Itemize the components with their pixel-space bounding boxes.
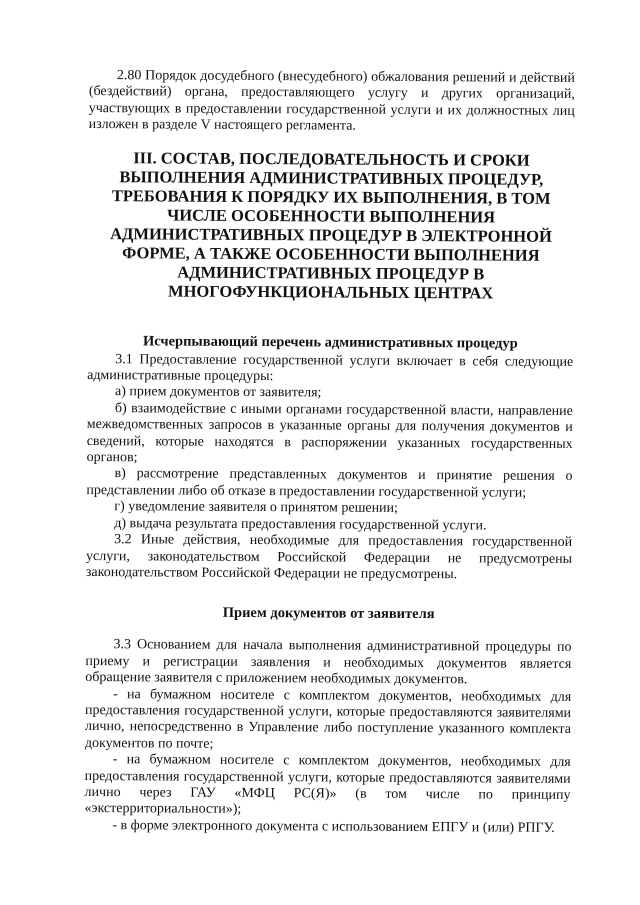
list-item-paper-direct: - на бумажном носителе с комплектом документов, необходимых для предоставления государственной услуги, которые предоставляются заявителями лично, непосредственно в Управление либо поступление указанного комплекта документов по почте;	[84, 686, 572, 752]
list-item-electronic: - в форме электронного документа с использованием ЕПГУ и (или) РПГУ.	[112, 817, 555, 836]
list-item-d: д) выдача результата предоставления государственной услуги.	[114, 515, 487, 534]
list-item-v: в) рассмотрение представленных документов и принятие решения о представлении либо об отказе в предоставлении государственной услуги;	[86, 466, 573, 501]
list-item-a: а) прием документов от заявителя;	[114, 384, 322, 401]
list-item-paper-mfc: - на бумажном носителе с комплектом документов, необходимых для предоставления государственной услуги, которые предоставляются заявителями лично через ГАУ «МФЦ РС(Я)» (в том числе по принципу «экстерриториальности»);	[84, 752, 571, 818]
list-item-g: г) уведомление заявителя о принятом решении;	[114, 499, 399, 517]
subsection-heading-procedures-list: Исчерпывающий перечень административных процедур	[142, 332, 518, 352]
paragraph-2-80: 2.80 Порядок досудебного (внесудебного) обжалования решений и действий (бездействий) органа, предоставляющего услугу и других организаций, участвующих в предоставлении государственной услуги и их должностных лиц изложен в разделе V настоящего регламента.	[88, 68, 575, 134]
paragraph-3-2: 3.2 Иные действия, необходимые для предоставления государственной услуги, законодательством Российской Федерации не предусмотрены законодательством Российской Федерации не предусмотрены.	[85, 532, 573, 583]
section-title: III. СОСТАВ, ПОСЛЕДОВАТЕЛЬНОСТЬ И СРОКИ ВЫПОЛНЕНИЯ АДМИНИСТРАТИВНЫХ ПРОЦЕДУР, ТРЕБОВАНИЯ К ПОРЯДКУ ИХ ВЫПОЛНЕНИЯ, В ТОМ ЧИСЛЕ ОСОБЕННОСТИ ВЫПОЛНЕНИЯ АДМИНИСТРАТИВНЫХ ПРОЦЕДУР В ЭЛЕКТРОННОЙ ФОРМЕ, А ТАКЖЕ ОСОБЕННОСТИ ВЫПОЛНЕНИЯ АДМИНИСТРАТИВНЫХ ПРОЦЕДУР В МНОГОФУНКЦИОНАЛЬНЫХ ЦЕНТРАХ	[110, 147, 552, 303]
paragraph-3-1: 3.1 Предоставление государственной услуги включает в себя следующие административные процедуры:	[87, 351, 574, 385]
subsection-heading-document-intake: Прием документов от заявителя	[222, 605, 435, 623]
list-item-b: б) взаимодействие с иными органами государственной власти, направление межведомственных запросов в указанные органы для получения документов и сведений, которые находятся в распоряжении указанных государственных органов;	[86, 401, 573, 466]
paragraph-3-3: 3.3 Основанием для начала выполнения административной процедуры по приему и регистрации заявления и необходимых документов является обращение заявителя с приложением необходимых документов.	[85, 637, 572, 688]
document-body	[84, 68, 575, 837]
